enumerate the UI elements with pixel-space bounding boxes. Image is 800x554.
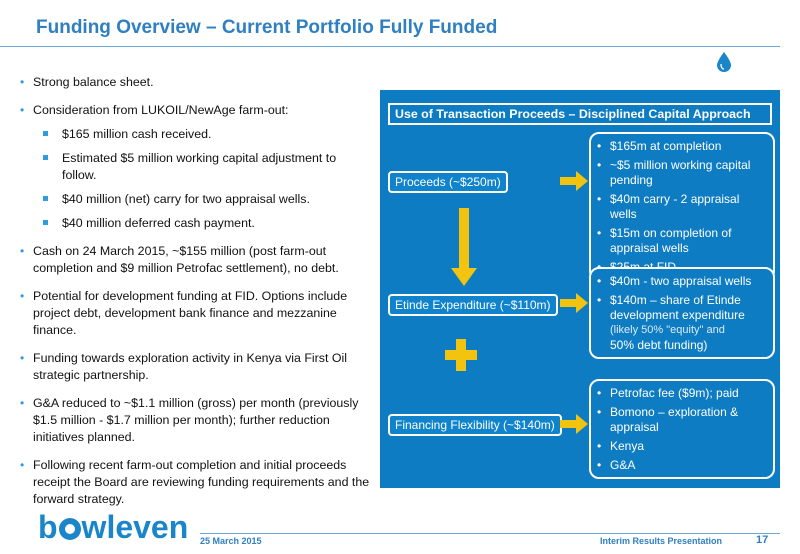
proceeds-detail-box <box>589 132 775 281</box>
bullet-kenya-funding: • Funding towards exploration activity in Kenya via First Oil strategic partnership. <box>20 350 370 384</box>
etinde-funding-note-2: 50% debt funding) <box>610 338 708 352</box>
financing-detail-box <box>589 379 775 479</box>
sub-bullet-working-capital: Estimated $5 million working capital adjustment to follow. <box>28 150 370 184</box>
etinde-item: • $140m – share of Etinde development expenditure <box>597 293 767 323</box>
financing-item: • Bomono – exploration & appraisal <box>597 405 767 435</box>
etinde-detail-box <box>589 267 775 359</box>
sub-bullet-cash-received: $165 million cash received. <box>28 126 370 143</box>
proceeds-item: • ~$5 million working capital pending <box>597 158 767 188</box>
logo-o-icon <box>59 518 81 540</box>
etinde-funding-note: (likely 50% "equity" and <box>610 324 725 336</box>
logo-text-end: wleven <box>81 509 189 545</box>
bullet-cash-position: • Cash on 24 March 2015, ~$155 million (post farm-out completion and $9 million Petrofac settlement), no debt. <box>20 243 370 277</box>
proceeds-item: • $40m carry - 2 appraisal wells <box>597 192 767 222</box>
bullet-g-and-a: • G&A reduced to ~$1.1 million (gross) per month (previously $1.5 million - $1.7 million per month); further reduction initiatives planned. <box>20 395 370 446</box>
water-drop-icon <box>716 52 732 72</box>
proceeds-label: Proceeds (~$250m) <box>388 171 508 193</box>
footer-presentation-title: Interim Results Presentation <box>600 536 723 546</box>
proceeds-item: • $15m on completion of appraisal wells <box>597 226 767 256</box>
left-bullet-list <box>20 74 370 519</box>
logo-text-start: b <box>38 509 58 545</box>
arrow-down-icon <box>450 206 478 288</box>
sub-bullet-deferred-payment: $40 million deferred cash payment. <box>28 215 370 232</box>
use-of-proceeds-panel <box>380 90 780 488</box>
arrow-right-icon <box>558 291 590 315</box>
footer-divider <box>200 533 780 534</box>
financing-item: • Kenya <box>597 439 767 454</box>
page-number: 17 <box>756 534 769 546</box>
footer-date: 25 March 2015 <box>200 536 262 546</box>
bullet-consideration: • Consideration from LUKOIL/NewAge farm-out: <box>20 102 370 119</box>
arrow-right-icon <box>558 412 590 436</box>
plus-icon <box>444 338 478 372</box>
financing-item: • G&A <box>597 458 767 473</box>
bullet-development-funding: • Potential for development funding at FID. Options include project debt, development bank finance and mezzanine finance. <box>20 288 370 339</box>
etinde-expenditure-label: Etinde Expenditure (~$110m) <box>388 294 558 316</box>
financing-item: • Petrofac fee ($9m); paid <box>597 386 767 401</box>
arrow-right-icon <box>558 169 590 193</box>
proceeds-item: • $165m at completion <box>597 139 767 154</box>
sub-bullet-carry: $40 million (net) carry for two appraisal wells. <box>28 191 370 208</box>
title-divider <box>0 46 780 47</box>
financing-flexibility-label: Financing Flexibility (~$140m) <box>388 414 562 436</box>
etinde-item: • $40m - two appraisal wells <box>597 274 767 289</box>
panel-heading: Use of Transaction Proceeds – Disciplined Capital Approach <box>388 103 772 125</box>
bullet-board-review: • Following recent farm-out completion and initial proceeds receipt the Board are reviewing funding requirements and the forward strategy. <box>20 457 370 508</box>
bowleven-logo <box>38 511 188 543</box>
bullet-balance-sheet: • Strong balance sheet. <box>20 74 370 91</box>
page-title: Funding Overview – Current Portfolio Fully Funded <box>36 17 498 38</box>
